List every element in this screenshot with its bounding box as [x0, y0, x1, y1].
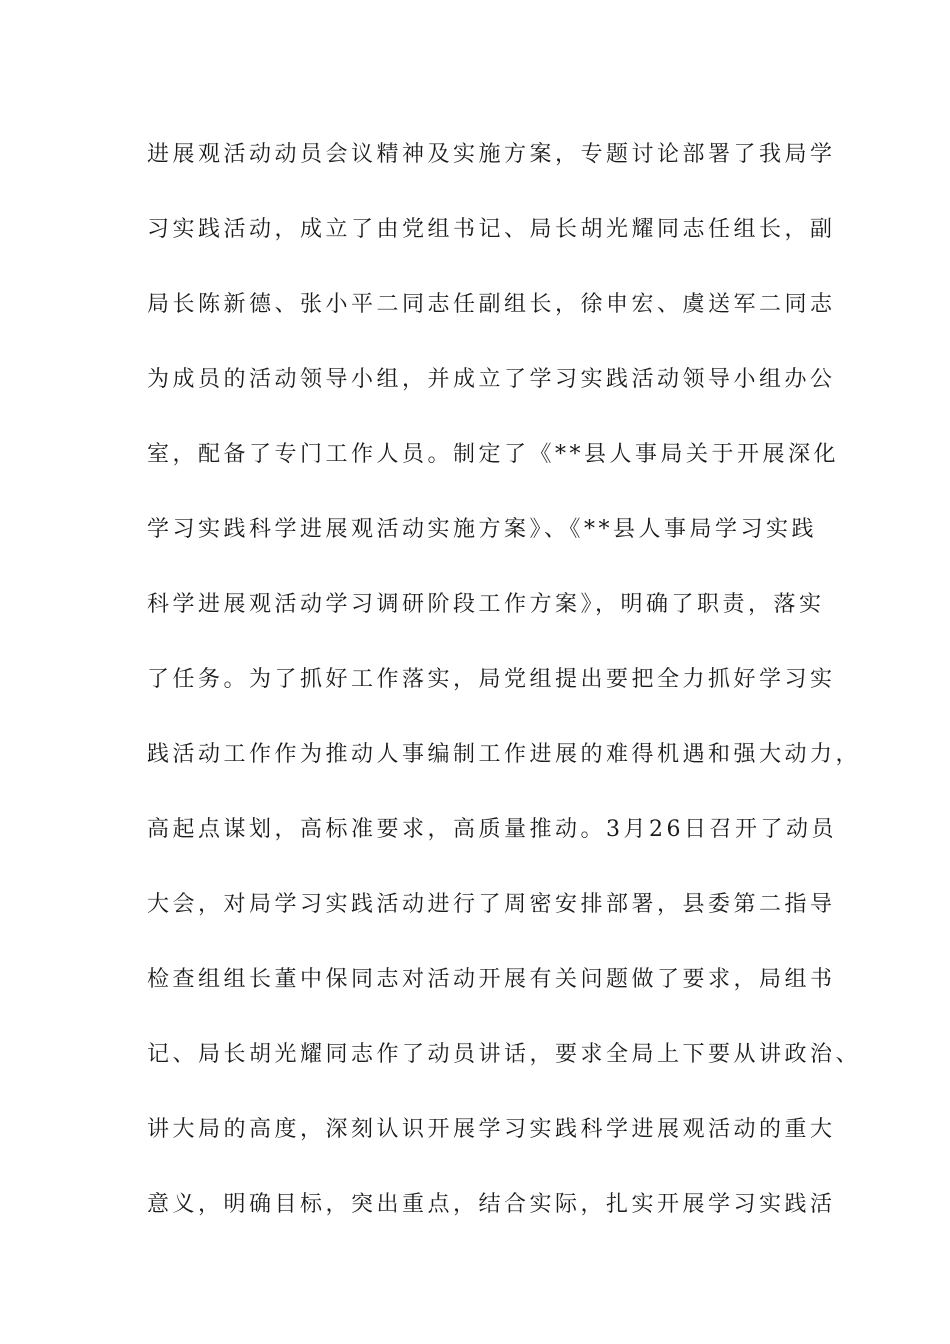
text-line: 了任务。为了抓好工作落实，局党组提出要把全力抓好学习实	[147, 667, 836, 692]
text-line: 大会，对局学习实践活动进行了周密安排部署，县委第二指导	[147, 892, 836, 917]
text-line: 进展观活动动员会议精神及实施方案，专题讨论部署了我局学	[147, 142, 836, 167]
text-line: 为成员的活动领导小组，并成立了学习实践活动领导小组办公	[147, 367, 836, 392]
text-line: 意义，明确目标，突出重点，结合实际，扎实开展学习实践活	[147, 1192, 836, 1217]
text-line: 高起点谋划，高标准要求，高质量推动。3月26日召开了动员	[147, 817, 837, 842]
text-line: 讲大局的高度，深刻认识开展学习实践科学进展观活动的重大	[147, 1117, 836, 1142]
text-line: 室，配备了专门工作人员。制定了《**县人事局关于开展深化	[147, 442, 840, 467]
body-text	[147, 132, 862, 1257]
text-line: 习实践活动，成立了由党组书记、局长胡光耀同志任组长，副	[147, 217, 836, 242]
text-line: 践活动工作作为推动人事编制工作进展的难得机遇和强大动力，	[147, 742, 862, 767]
text-line: 检查组组长董中保同志对活动开展有关问题做了要求，局组书	[147, 967, 836, 992]
text-line: 学习实践科学进展观活动实施方案》、《**县人事局学习实践	[147, 517, 818, 542]
text-line: 局长陈新德、张小平二同志任副组长，徐申宏、虞送军二同志	[147, 292, 836, 317]
text-line: 科学进展观活动学习调研阶段工作方案》，明确了职责，落实	[147, 592, 825, 617]
text-line: 记、局长胡光耀同志作了动员讲话，要求全局上下要从讲政治、	[147, 1042, 862, 1067]
